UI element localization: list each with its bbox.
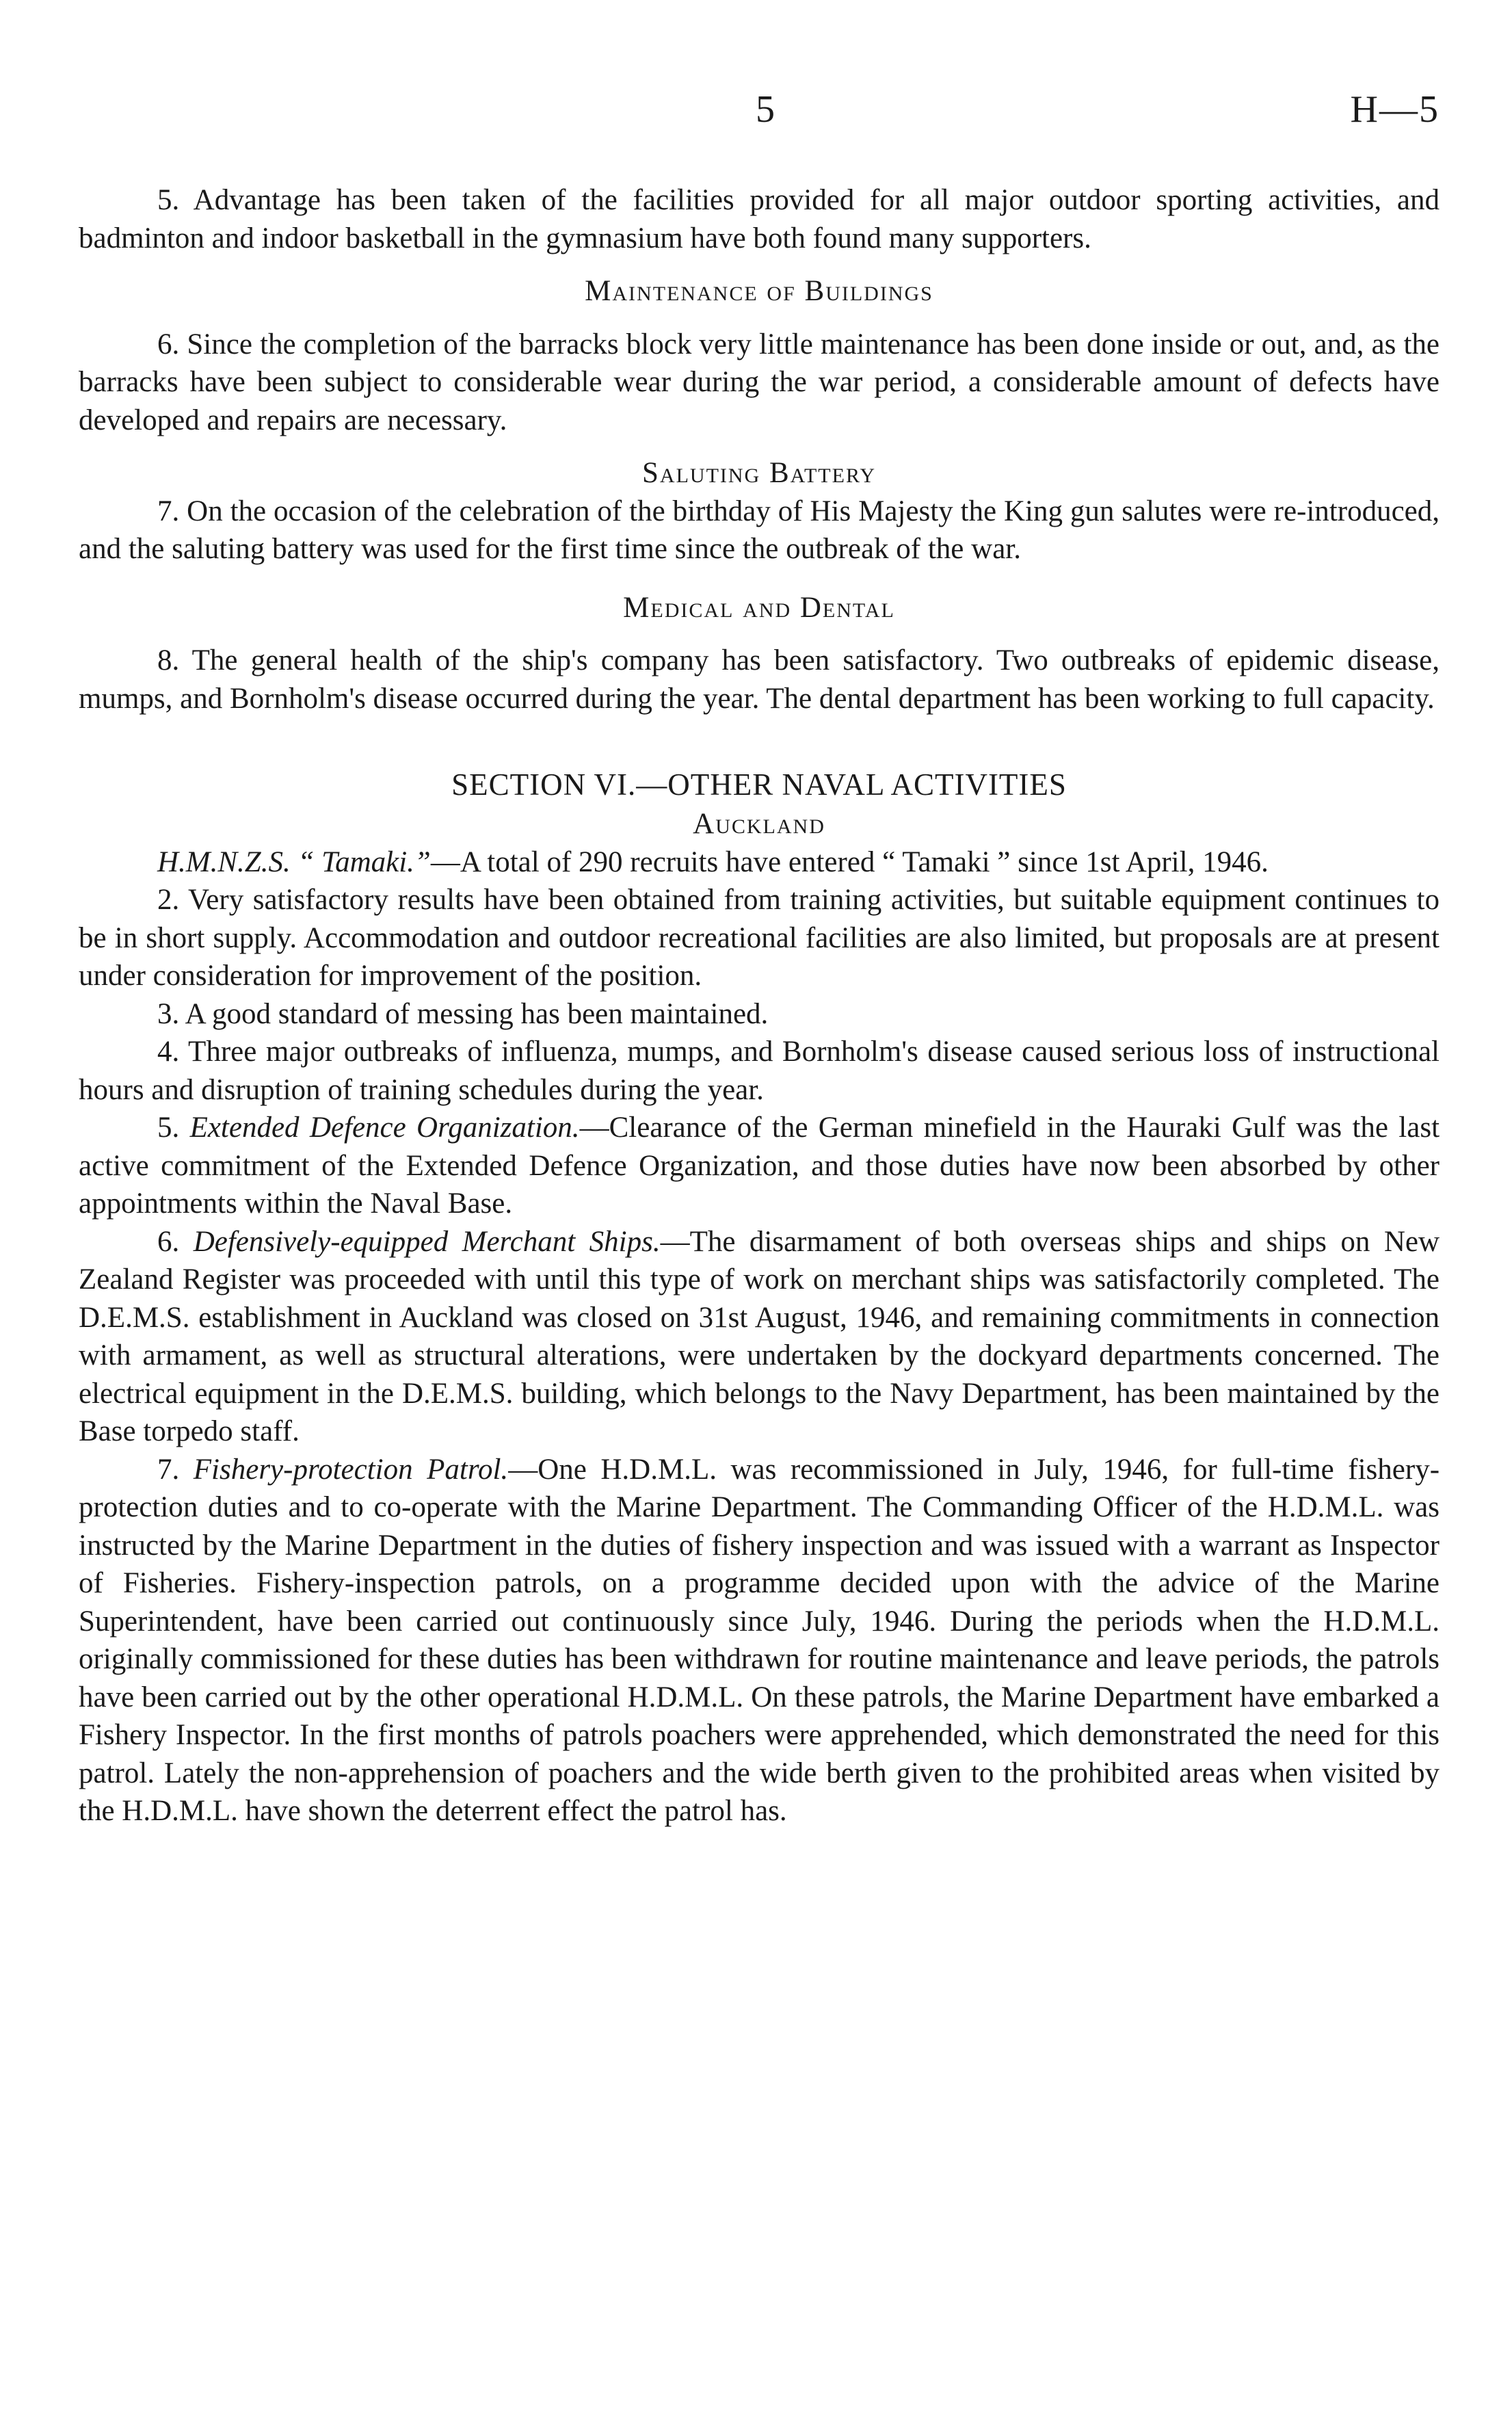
p6-text: —The disarmament of both overseas ships and ships on New Zealand Register was proceeded with until this type of work on merchant ships was satisfactorily completed. The D.E.M.S. establishment in Auckland was closed on 31st August, 1946, and remaining commitments in connection with armament, as well as structural alterations, were undertaken by the dockyard departments concerned. The electrical equipment in the D.E.M.S. building, which belongs to the Navy Department, has been maintained by the Base torpedo staff.	[79, 1225, 1440, 1447]
p7-text: —One H.D.M.L. was recommissioned in July, 1946, for full-time fishery-protection duties and to co-operate with the Marine Department. The Commanding Officer of the H.D.M.L. was instructed by the Marine Department in the duties of fishery inspection and was issued with a warrant as Inspector of Fisheries. Fishery-inspection patrols, on a programme decided upon with the advice of the Marine Superintendent, have been carried out continuously since July, 1946. During the periods when the H.D.M.L. originally commissioned for these duties has been withdrawn for routine maintenance and leave periods, the patrols have been carried out by the other operational H.D.M.L. On these patrols, the Marine Department have embarked a Fishery Inspector. In the first months of patrols poachers were apprehended, which demonstrated the need for this patrol. Lately the non-apprehension of poachers and the wide berth given to the prohibited areas when visited by the H.D.M.L. have shown the deterrent effect the patrol has.	[79, 1453, 1440, 1827]
paragraph-7-fishery	[79, 1451, 1440, 1830]
paragraph-6-dems	[79, 1223, 1440, 1451]
heading-maintenance-of-buildings: Maintenance of Buildings	[585, 275, 933, 307]
paragraph-2-training: 2. Very satisfactory results have been obtained from training activities, but suitable equipment continues to be in short supply. Accommodation and outdoor recreational facilities are also limited, but proposals are at present under consideration for improvement of the position.	[79, 884, 1440, 992]
paragraph-7-saluting: 7. On the occasion of the celebration of the birthday of His Majesty the King gun salutes were re-introduced, and the saluting battery was used for the first time since the outbreak of the war.	[79, 495, 1440, 565]
paragraph-5-sporting: 5. Advantage has been taken of the facilities provided for all major outdoor sporting activities, and badminton and indoor basketball in the gymnasium have both found many supporters.	[79, 184, 1440, 254]
body-text	[79, 181, 1440, 1830]
heading-saluting-battery: Saluting Battery	[642, 457, 876, 489]
paragraph-6-maintenance: 6. Since the completion of the barracks block very little maintenance has been done inside or out, and, as the barracks have been subject to considerable wear during the war period, a considerable amount of defects have developed and repairs are necessary.	[79, 328, 1440, 436]
p7-label: Fishery-protection Patrol.	[193, 1453, 509, 1486]
p5-label: Extended Defence Organization.	[189, 1112, 580, 1144]
heading-medical-and-dental: Medical and Dental	[623, 591, 895, 624]
document-code: H—5	[1350, 88, 1440, 131]
tamaki-text: —A total of 290 recruits have entered “ Tamaki ” since 1st April, 1946.	[430, 845, 1269, 878]
paragraph-3-messing: 3. A good standard of messing has been maintained.	[157, 997, 769, 1030]
p7-number: 7.	[157, 1453, 180, 1486]
page-number: 5	[756, 88, 775, 131]
tamaki-label: H.M.N.Z.S. “ Tamaki.”	[157, 845, 431, 878]
paragraph-tamaki	[79, 843, 1440, 882]
section-title: SECTION VI.—OTHER NAVAL ACTIVITIES	[451, 767, 1067, 802]
p5-number: 5.	[157, 1112, 180, 1144]
subheading-auckland: Auckland	[693, 808, 825, 840]
page-header	[79, 88, 1440, 142]
paragraph-4-outbreaks: 4. Three major outbreaks of influenza, mumps, and Bornholm's disease caused serious loss of instructional hours and disruption of training schedules during the year.	[79, 1036, 1440, 1106]
p5-text: —Clearance of the German minefield in the Hauraki Gulf was the last active commitment of the Extended Defence Organization, and those duties have now been absorbed by other appointments within the Naval Base.	[79, 1112, 1440, 1220]
p6-label: Defensively-equipped Merchant Ships.	[193, 1225, 661, 1258]
p6-number: 6.	[157, 1225, 180, 1258]
paragraph-5-extended-defence	[79, 1109, 1440, 1223]
paragraph-8-medical: 8. The general health of the ship's company has been satisfactory. Two outbreaks of epidemic disease, mumps, and Bornholm's disease occurred during the year. The dental department has been working to full capacity.	[79, 644, 1440, 715]
